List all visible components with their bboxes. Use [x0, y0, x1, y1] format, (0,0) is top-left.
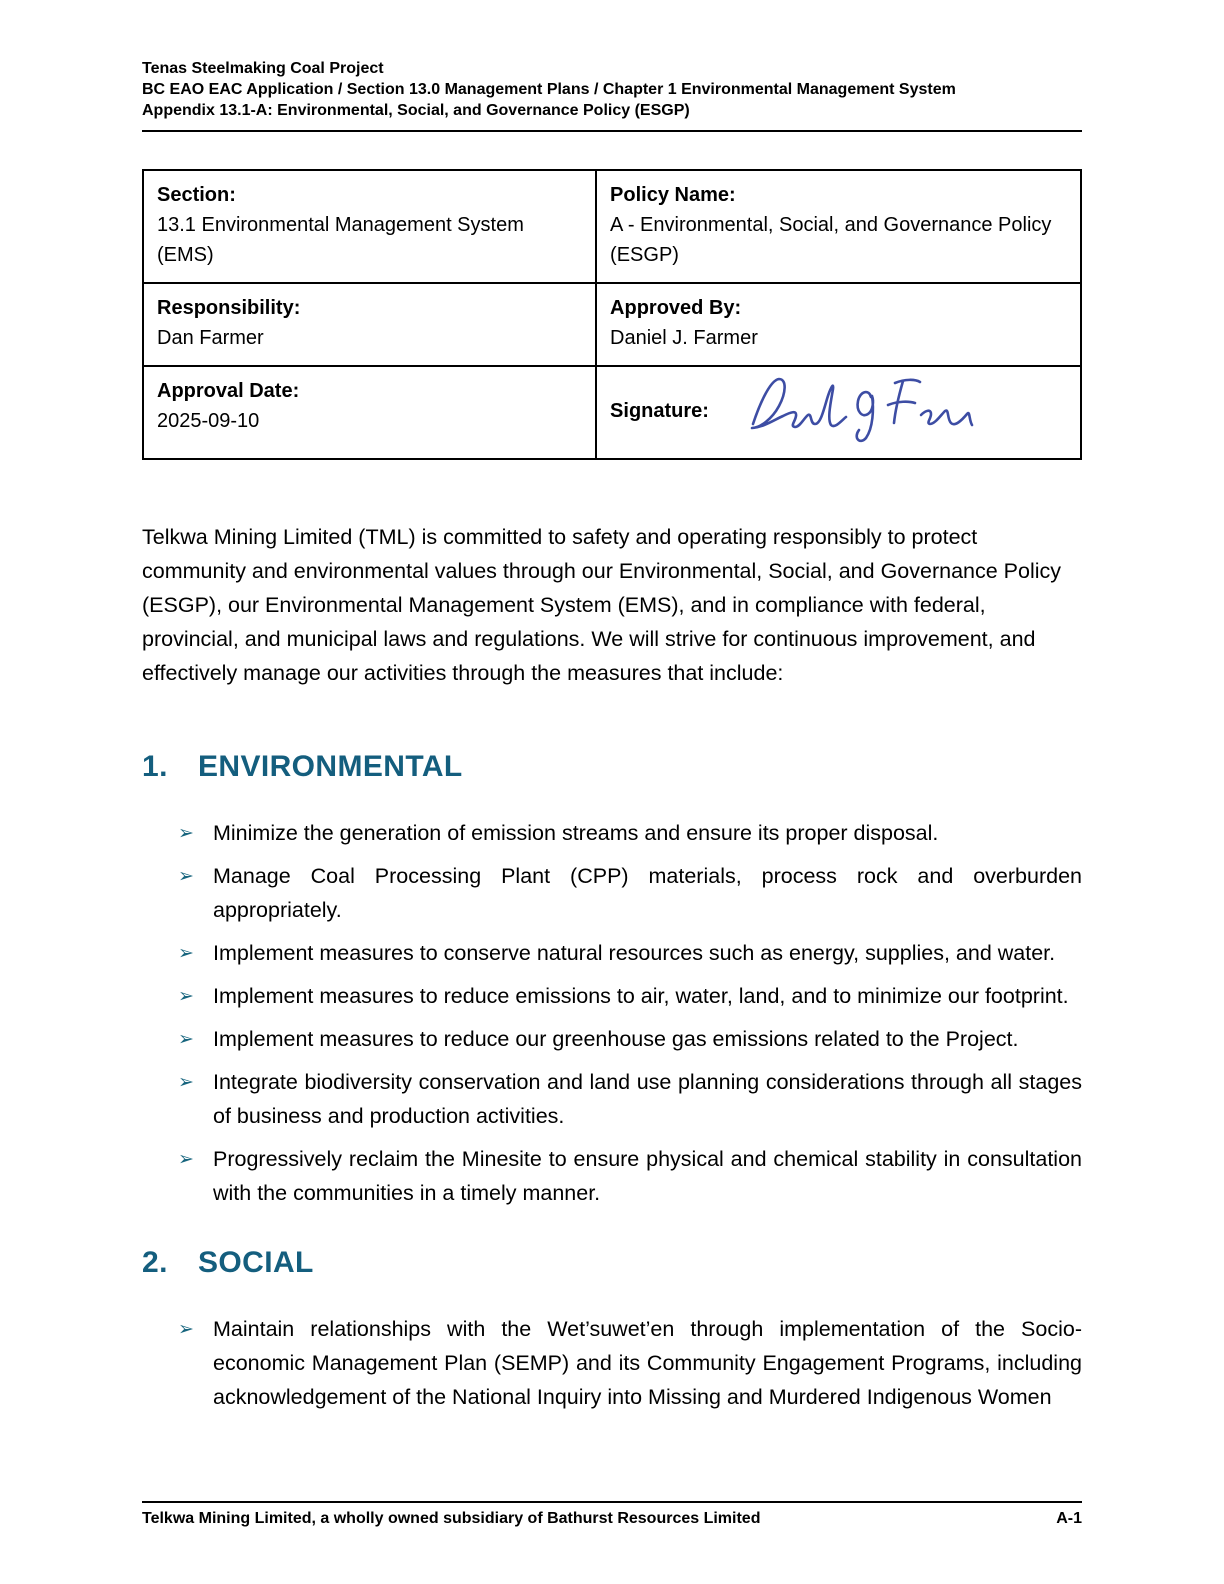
footer-company-text: Telkwa Mining Limited, a wholly owned subsidiary of Bathurst Resources Limited [142, 1510, 761, 1527]
header-line-appendix: Appendix 13.1-A: Environmental, Social, and Governance Policy (ESGP) [142, 102, 690, 119]
bullet-item [142, 859, 1082, 927]
document-footer [142, 1501, 1082, 1528]
header-line-project: Tenas Steelmaking Coal Project [142, 60, 384, 77]
signature-label: Signature: [610, 400, 709, 422]
section-number: 1. [142, 750, 168, 783]
section-title: SOCIAL [198, 1246, 314, 1279]
bullet-item [142, 816, 1082, 850]
bullet-text: Implement measures to reduce emissions to air, water, land, and to minimize our footprint. [213, 984, 1069, 1008]
arrow-bullet-icon: ➢ [178, 943, 194, 964]
responsibility-label: Responsibility: [157, 297, 301, 319]
bullet-item [142, 979, 1082, 1013]
policy-name-cell [596, 170, 1081, 283]
approval-date-cell [143, 366, 596, 459]
arrow-bullet-icon: ➢ [178, 1029, 194, 1050]
arrow-bullet-icon: ➢ [178, 1149, 194, 1170]
intro-paragraph: Telkwa Mining Limited (TML) is committed to safety and operating responsibly to protect community and environmental values through our Environmental, Social, and Governance Policy (ESGP), our Environmental Management System (EMS), and in compliance with federal, provincial, and municipal laws and regulations. We will strive for continuous improvement, and effectively manage our activities through the measures that include: [142, 525, 1062, 685]
table-row [143, 170, 1081, 283]
bullet-text: Minimize the generation of emission streams and ensure its proper disposal. [213, 821, 939, 845]
approved-by-value: Daniel J. Farmer [610, 327, 758, 349]
bullet-item [142, 1312, 1082, 1414]
table-row [143, 283, 1081, 366]
arrow-bullet-icon: ➢ [178, 1319, 194, 1340]
bullet-text: Maintain relationships with the Wet’suwet’en through implementation of the Socio-economic Management Plan (SEMP) and its Community Engagement Programs, including acknowledgement of the National Inquiry into Missing and Murdered Indigenous Women [213, 1317, 1082, 1409]
section-number: 2. [142, 1246, 168, 1279]
arrow-bullet-icon: ➢ [178, 1072, 194, 1093]
approved-by-label: Approved By: [610, 297, 742, 319]
section-heading-social [142, 1246, 1082, 1280]
section-title: ENVIRONMENTAL [198, 750, 463, 783]
signature-cell [596, 366, 1081, 459]
bullet-item [142, 1142, 1082, 1210]
bullet-item [142, 1065, 1082, 1133]
table-row [143, 366, 1081, 459]
policy-metadata-table [142, 169, 1082, 460]
policy-name-label: Policy Name: [610, 184, 736, 206]
responsibility-value: Dan Farmer [157, 327, 264, 349]
arrow-bullet-icon: ➢ [178, 823, 194, 844]
approval-date-label: Approval Date: [157, 380, 300, 402]
bullet-text: Progressively reclaim the Minesite to ensure physical and chemical stability in consultation with the communities in a timely manner. [213, 1147, 1082, 1205]
approval-date-value: 2025-09-10 [157, 410, 260, 432]
bullet-text: Implement measures to conserve natural resources such as energy, supplies, and water. [213, 941, 1056, 965]
bullet-text: Manage Coal Processing Plant (CPP) materials, process rock and overburden appropriately. [213, 864, 1082, 922]
bullet-item [142, 1022, 1082, 1056]
section-label: Section: [157, 184, 236, 206]
approved-by-cell [596, 283, 1081, 366]
arrow-bullet-icon: ➢ [178, 866, 194, 887]
bullet-text: Integrate biodiversity conservation and land use planning considerations through all stages of business and production activities. [213, 1070, 1082, 1128]
section-heading-environmental [142, 750, 1082, 784]
section-cell [143, 170, 596, 283]
environmental-bullet-list [142, 816, 1082, 1210]
section-value: 13.1 Environmental Management System (EMS) [157, 214, 524, 266]
arrow-bullet-icon: ➢ [178, 986, 194, 1007]
handwritten-signature-image [743, 370, 975, 446]
header-line-application: BC EAO EAC Application / Section 13.0 Management Plans / Chapter 1 Environmental Management System [142, 81, 956, 98]
document-header [142, 58, 1082, 132]
bullet-text: Implement measures to reduce our greenhouse gas emissions related to the Project. [213, 1027, 1019, 1051]
bullet-item [142, 936, 1082, 970]
responsibility-cell [143, 283, 596, 366]
policy-name-value: A - Environmental, Social, and Governance Policy (ESGP) [610, 214, 1052, 266]
page-number: A-1 [1056, 1510, 1082, 1527]
social-bullet-list [142, 1312, 1082, 1414]
